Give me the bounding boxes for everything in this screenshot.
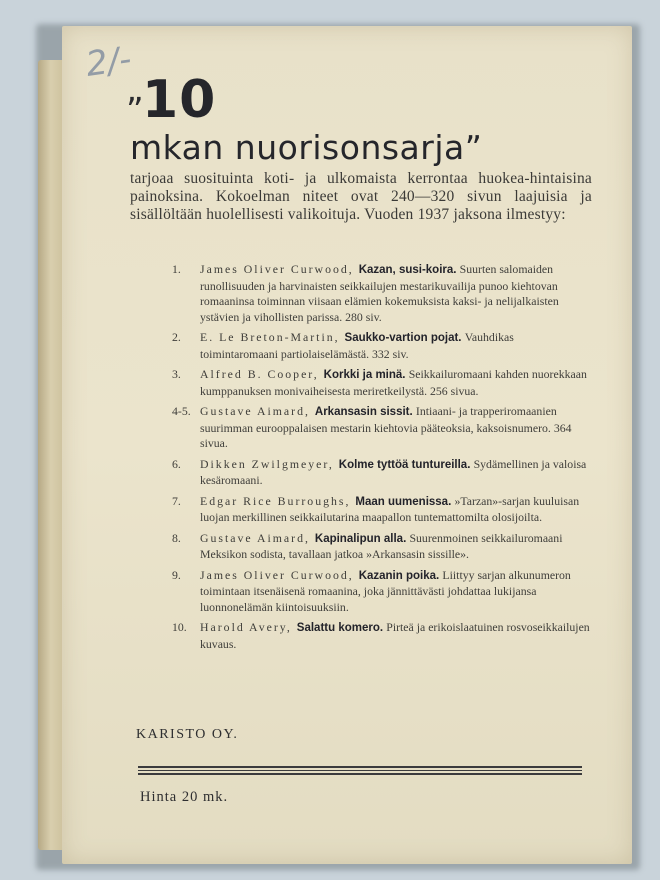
book-description: Suurten salomaiden runollisuuden ja harvinaisten seikkailujen mestarikuvailija punoo kiehtovan romaaninsa toiminnan viisaan elämien kokemuksista kaksi- ja nelijalkaisten ystävien ja vihollisten parissa. 280 siv. bbox=[200, 262, 559, 324]
book-description: Seikkailuromaani kahden nuorekkaan kumppanuksen monivaiheisesta meriretkeilystä. 256 sivua. bbox=[200, 367, 587, 398]
book-description: Suurenmoinen seikkailuromaani Meksikon sodista, tavallaan jatkoa »Arkansasin sissille». bbox=[200, 530, 563, 561]
series-title: mkan nuorisonsarja” bbox=[130, 128, 483, 167]
book-author: Gustave Aimard, bbox=[200, 530, 315, 545]
book-title: Maan uumenissa. bbox=[355, 495, 455, 508]
publisher-name: KARISTO OY. bbox=[136, 727, 239, 742]
book-list-item bbox=[162, 494, 592, 526]
rule-line bbox=[138, 766, 582, 768]
intro-paragraph: tarjoaa suosituinta koti- ja ulkomaista kerrontaa huokea-hintaisina painoksina. Kokoelman niteet ovat 240—320 sivun laajuisia ja sisällöltään huolellisesti valikoituja. Vuoden 1937 jaksona ilmestyy: bbox=[130, 170, 592, 223]
book-number: 7. bbox=[172, 493, 181, 508]
book-title: Arkansasin sissit. bbox=[314, 406, 416, 418]
book-author: James Oliver Curwood, bbox=[200, 262, 359, 276]
book-description: Vauhdikas toimintaromaani partiolaiselämästä. 332 siv. bbox=[200, 330, 514, 361]
book-list-item bbox=[162, 262, 592, 325]
book-title: Salattu komero. bbox=[296, 622, 387, 634]
book-title: Saukko-vartion pojat. bbox=[344, 332, 465, 344]
book-list-item bbox=[162, 568, 592, 616]
book-number: 1. bbox=[172, 262, 181, 276]
book-list-item bbox=[162, 367, 592, 399]
book-author: Edgar Rice Burroughs, bbox=[200, 493, 356, 508]
decorative-rule bbox=[138, 766, 582, 777]
book-author: Dikken Zwilgmeyer, bbox=[200, 456, 339, 471]
book-number: 10. bbox=[172, 620, 187, 634]
book-title: Kazanin poika. bbox=[358, 569, 443, 582]
book-number: 3. bbox=[172, 367, 181, 381]
book-title: Kazan, susi-koira. bbox=[358, 264, 460, 276]
book-author: Gustave Aimard, bbox=[200, 404, 315, 418]
book-list-item bbox=[162, 404, 592, 452]
book-author: E. Le Breton-Martin, bbox=[200, 330, 345, 344]
book-author: James Oliver Curwood, bbox=[200, 567, 359, 582]
book-title: Korkki ja minä. bbox=[323, 369, 409, 381]
book-title: Kapinalipun alla. bbox=[314, 532, 410, 545]
book-number: 8. bbox=[172, 530, 181, 545]
book-number: 6. bbox=[172, 456, 181, 471]
book-description: »Tarzan»-sarjan kuuluisan luojan merkillinen seikkailutarina maapallon tuntemattomilta olosijoilta. bbox=[200, 493, 580, 524]
book-list-item bbox=[162, 620, 592, 652]
book-list-item bbox=[162, 457, 592, 489]
rule-line bbox=[138, 770, 582, 771]
book-title: Kolme tyttöä tuntureilla. bbox=[338, 458, 474, 471]
book-number: 9. bbox=[172, 567, 181, 582]
handwritten-price-mark: 2/- bbox=[83, 39, 134, 85]
book-list-item bbox=[162, 531, 592, 563]
book-description: Pirteä ja erikoislaatuinen rosvoseikkailujen kuvaus. bbox=[200, 620, 590, 651]
book-number: 2. bbox=[172, 330, 181, 344]
book-author: Harold Avery, bbox=[200, 620, 297, 634]
rule-line bbox=[138, 773, 582, 775]
opening-quote-mark: „ bbox=[126, 70, 144, 110]
book-list-item bbox=[162, 330, 592, 362]
book-list bbox=[162, 262, 592, 657]
price-label: Hinta 20 mk. bbox=[140, 789, 229, 805]
book-description: Liittyy sarjan alkunumeron toimintaan itsenäisenä romaanina, joka jännittävästi johdattaa lukijansa luonnonelämän kiintoisuuksiin. bbox=[200, 567, 571, 614]
book-description: Intiaani- ja trapperiromaanien suurimman eurooppalaisen mestarin kiehtovia pääteoksia, kaksoisnumero. 364 sivua. bbox=[200, 404, 572, 450]
series-number: 10 bbox=[142, 70, 217, 130]
book-number: 4-5. bbox=[172, 404, 191, 418]
book-description: Sydämellinen ja valoisa kesäromaani. bbox=[200, 456, 587, 487]
book-author: Alfred B. Cooper, bbox=[200, 367, 324, 381]
